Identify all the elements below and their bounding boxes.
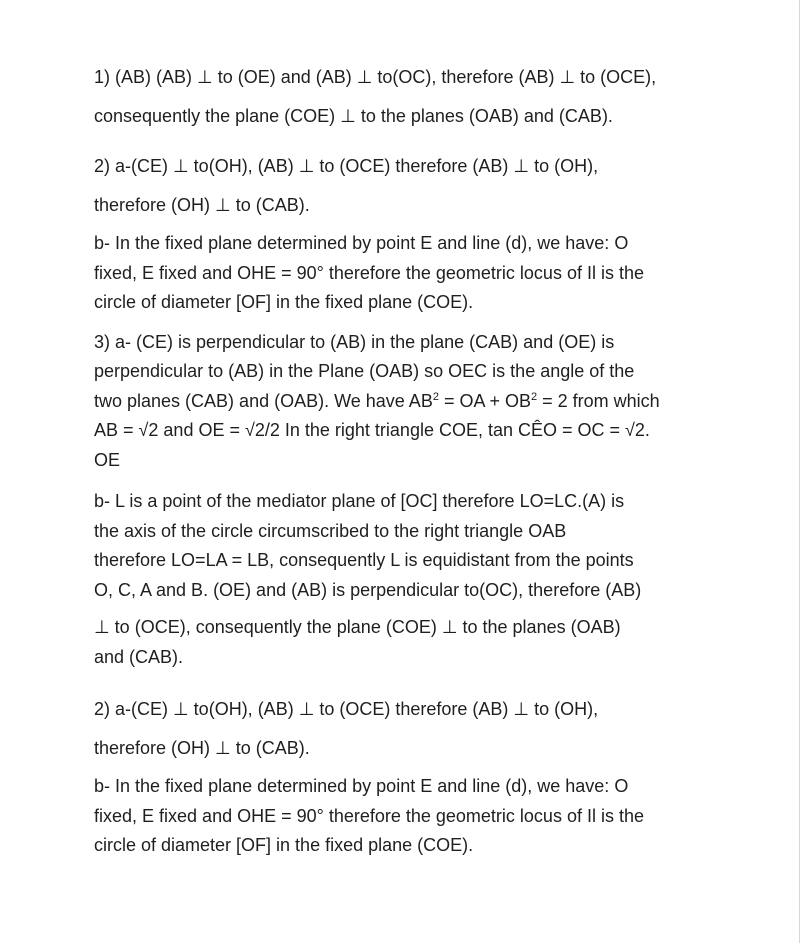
paragraph-line: therefore (OH) ⊥ to (CAB).	[94, 195, 310, 215]
section-4b	[94, 772, 719, 861]
paragraph-line: O, C, A and B. (OE) and (AB) is perpendicular to(OC), therefore (AB)	[94, 579, 642, 600]
superscript: 2	[531, 390, 538, 403]
paragraph-line: the axis of the circle circumscribed to the right triangle OAB	[94, 520, 567, 541]
paragraph-line: consequently the plane (COE) ⊥ to the planes (OAB) and (CAB).	[94, 106, 613, 126]
section-1	[94, 58, 719, 136]
paragraph-line: 2) a-(CE) ⊥ to(OH), (AB) ⊥ to (OCE) therefore (AB) ⊥ to (OH),	[94, 699, 599, 719]
paragraph-line: 1) (AB) (AB) ⊥ to (OE) and (AB) ⊥ to(OC), therefore (AB) ⊥ to (OCE),	[94, 67, 657, 87]
paragraph-line: ⊥ to (OCE), consequently the plane (COE) ⊥ to the planes (OAB)	[94, 617, 621, 637]
paragraph-line: b- In the fixed plane determined by point E and line (d), we have: O	[94, 233, 629, 253]
text-run: two planes (CAB) and (OAB). We have AB	[94, 390, 433, 411]
paragraph-line-with-superscripts	[94, 387, 719, 417]
paragraph-line: perpendicular to (AB) in the Plane (OAB) so OEC is the angle of the	[94, 361, 635, 381]
paragraph-line: AB = √2 and OE = √2/2 In the right triangle COE, tan CÊO = OC = √2.	[94, 420, 650, 440]
paragraph-line: therefore (OH) ⊥ to (CAB).	[94, 738, 310, 758]
paragraph-line: therefore LO=LA = LB, consequently L is equidistant from the points	[94, 550, 634, 570]
paragraph-line: 2) a-(CE) ⊥ to(OH), (AB) ⊥ to (OCE) therefore (AB) ⊥ to (OH),	[94, 156, 599, 176]
paragraph-line: fixed, E fixed and OHE = 90° therefore the geometric locus of Il is the	[94, 262, 644, 283]
section-3b	[94, 487, 719, 605]
paragraph-line: fixed, E fixed and OHE = 90° therefore the geometric locus of Il is the	[94, 805, 644, 826]
paragraph-line: 3) a- (CE) is perpendicular to (AB) in the plane (CAB) and (OE) is	[94, 331, 615, 352]
paragraph-line: b- In the fixed plane determined by point E and line (d), we have: O	[94, 776, 629, 796]
paragraph-line: circle of diameter [OF] in the fixed plane (COE).	[94, 835, 474, 855]
text-run: = 2 from which	[537, 390, 660, 411]
superscript: 2	[432, 390, 439, 403]
section-3b-continued	[94, 613, 719, 672]
section-4a	[94, 690, 719, 768]
paragraph-line: and (CAB).	[94, 646, 184, 667]
section-2b	[94, 229, 719, 318]
section-2a	[94, 147, 719, 225]
paragraph-line: circle of diameter [OF] in the fixed plane (COE).	[94, 292, 474, 312]
fraction-denominator: OE	[94, 449, 121, 470]
paragraph-line: b- L is a point of the mediator plane of [OC] therefore LO=LC.(A) is	[94, 491, 625, 511]
document-body	[94, 58, 719, 861]
text-run: = OA + OB	[438, 390, 532, 411]
section-3a	[94, 328, 719, 476]
